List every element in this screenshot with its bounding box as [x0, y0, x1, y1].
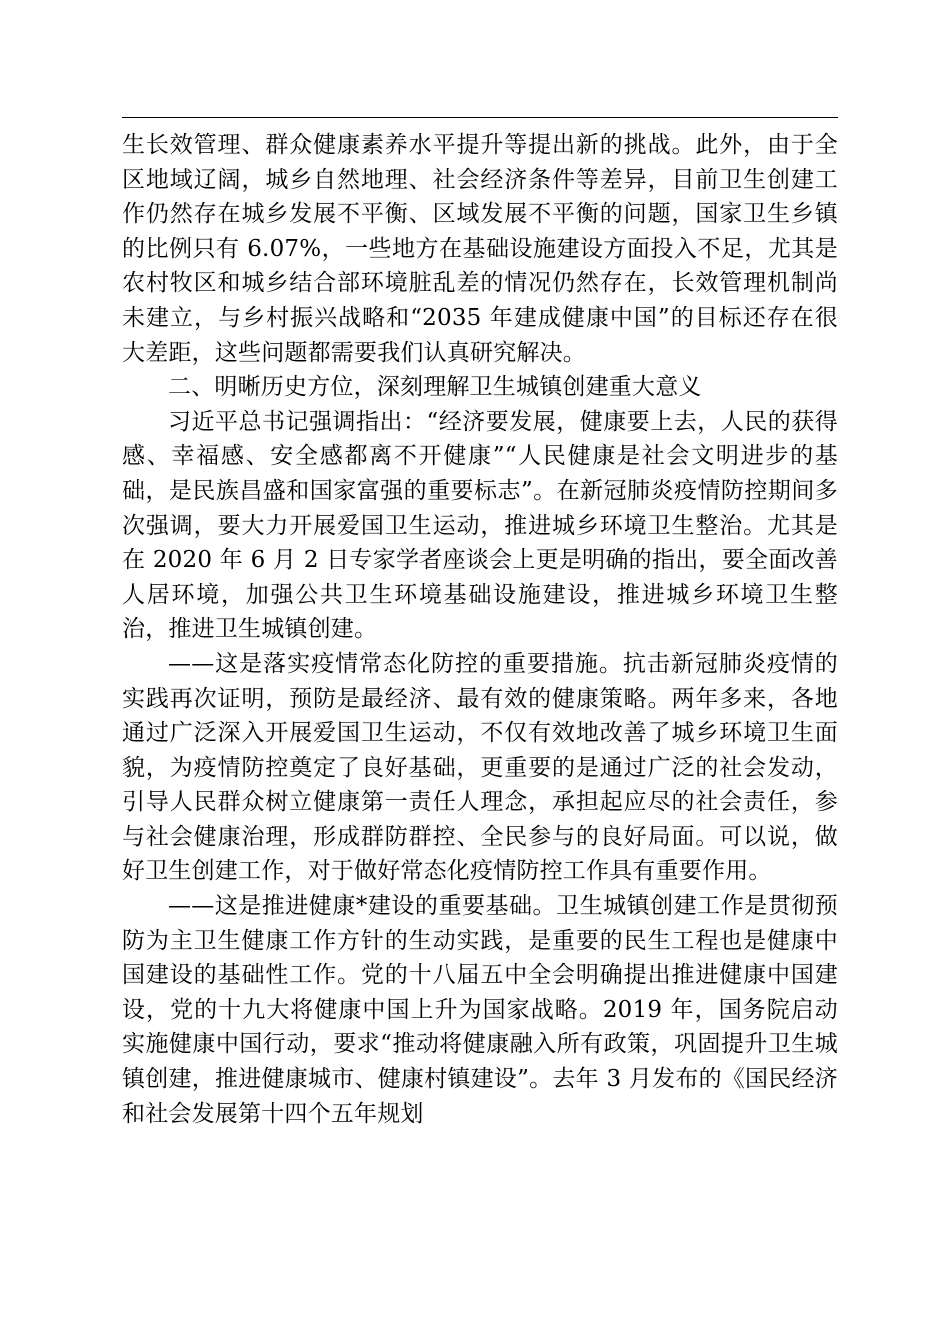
section-heading: 二、明晰历史方位，深刻理解卫生城镇创建重大意义: [168, 374, 702, 401]
document-body: [122, 128, 838, 1131]
paragraph-quote: 习近平总书记强调指出：“经济要发展，健康要上去，人民的获得感、幸福感、安全感都离不开健康”“人民健康是社会文明进步的基础，是民族昌盛和国家富强的重要标志”。在新冠肺炎疫情防控期间多次强调，要大力开展爱国卫生运动，推进城乡环境卫生整治。尤其是在 2020 年 6 月 2 日专家学者座谈会上更是明确的指出，要全面改善人居环境，加强公共卫生环境基础设施建设，推进城乡环境卫生整治，推进卫生城镇创建。: [122, 408, 838, 643]
header-rule: [122, 117, 838, 118]
paragraph-continuation: 生长效管理、群众健康素养水平提升等提出新的挑战。此外，由于全区地域辽阔，城乡自然地理、社会经济条件等差异，目前卫生创建工作仍然存在城乡发展不平衡、区域发展不平衡的问题，国家卫生乡镇的比例只有 6.07%，一些地方在基础设施建设方面投入不足，尤其是农村牧区和城乡结合部环境脏乱差的情况仍然存在，长效管理机制尚未建立，与乡村振兴战略和“2035 年建成健康中国”的目标还存在很大差距，这些问题都需要我们认真研究解决。: [122, 132, 838, 366]
paragraph-epidemic-prevention: ——这是落实疫情常态化防控的重要措施。抗击新冠肺炎疫情的实践再次证明，预防是最经济、最有效的健康策略。两年多来，各地通过广泛深入开展爱国卫生运动，不仅有效地改善了城乡环境卫生面貌，为疫情防控奠定了良好基础，更重要的是通过广泛的社会发动，引导人民群众树立健康第一责任人理念，承担起应尽的社会责任，参与社会健康治理，形成群防群控、全民参与的良好局面。可以说，做好卫生创建工作，对于做好常态化疫情防控工作具有重要作用。: [122, 650, 838, 885]
paragraph-health-construction: ——这是推进健康*建设的重要基础。卫生城镇创建工作是贯彻预防为主卫生健康工作方针的生动实践，是重要的民生工程也是健康中国建设的基础性工作。党的十八届五中全会明确提出推进健康中国建设，党的十九大将健康中国上升为国家战略。2019 年，国务院启动实施健康中国行动，要求“推动将健康融入所有政策，巩固提升卫生城镇创建，推进健康城市、健康村镇建设”。去年 3 月发布的《国民经济和社会发展第十四个五年规划: [122, 893, 838, 1127]
